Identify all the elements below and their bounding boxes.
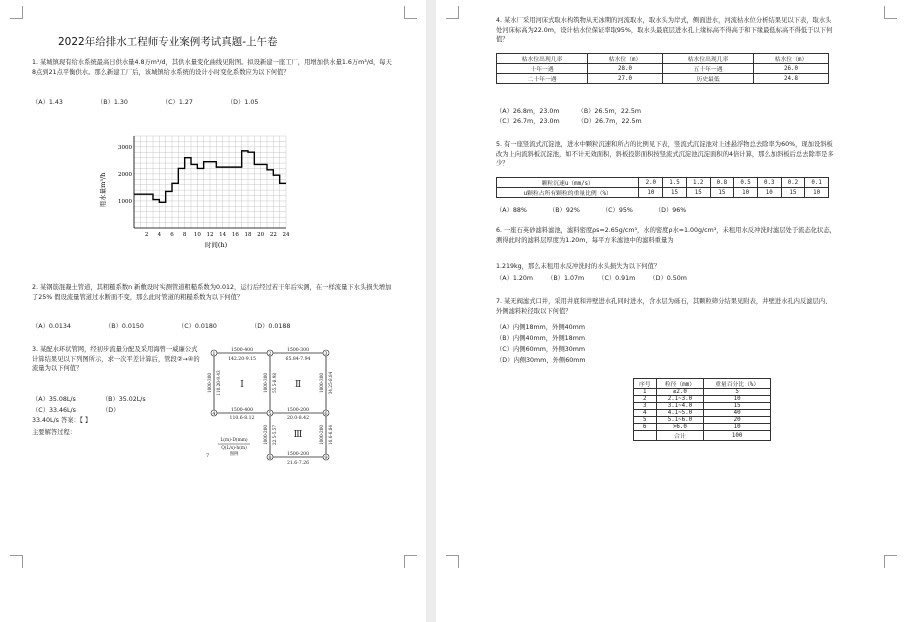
y-tick-label: 2000 xyxy=(118,171,132,178)
table-row xyxy=(497,64,829,74)
corner-mark xyxy=(884,6,897,19)
x-tick-label: 14 xyxy=(219,232,227,238)
table-cell: 0.5 xyxy=(734,178,758,188)
question-1-options xyxy=(32,97,258,106)
question-4-options-row2 xyxy=(496,116,642,125)
table-row xyxy=(634,410,771,417)
pipe-label: 1000-300 xyxy=(319,372,324,394)
table-cell: 24.8 xyxy=(754,74,829,84)
table-cell: 10 xyxy=(704,396,771,403)
table-cell: 五十年一遇 xyxy=(662,64,753,74)
question-7-text: 7. 某无阀滤式口井，采用井底和井壁进水孔同时进水，含水层为砾石，其颗粒筛分结果见附表，井壁进水孔内反滤层内、外侧滤料粒径取以下何值？ xyxy=(496,298,832,315)
question-3-text: 3. 某配水环状管网，经初步流量分配及采用海曾一威廉公式计算结果见以下列图所示，求一次平差计算后，管段②→④的流量为以下何值？ xyxy=(32,346,200,372)
pipe-label: 1500-400 xyxy=(230,408,254,413)
water-usage-chart xyxy=(96,130,296,250)
table-cell: 15 xyxy=(710,188,734,198)
chart-ticks xyxy=(118,145,290,238)
question-2-options xyxy=(32,321,290,330)
q4-table xyxy=(496,53,829,84)
x-tick-label: 12 xyxy=(206,232,214,238)
pipe-label: 1000-300 xyxy=(263,372,268,394)
table-row xyxy=(634,417,771,424)
q5-table xyxy=(496,177,829,198)
table-cell: 10 xyxy=(757,188,781,198)
table-cell: 6 xyxy=(634,424,657,431)
question-6-text: 6. 一座石英砂滤料滤池，滤料密度ρs=2.65g/cm³，水的密度ρ水=1.00g/cm³，未租用水反冲洗时滤层处于流态化状态，测得此时的滤料层厚度为1.20m，每平方米滤池中的滤料重量为 xyxy=(496,227,836,244)
option-b: （B）26.5m，22.5m xyxy=(577,108,642,115)
question-5-text: 5. 有一座竖流式沉淀池，进水中颗粒沉速和所占的比例见下表，竖流式沉淀池对上述悬浮物总去除率为60%，现加设斜板改为上向流斜板沉淀池，如不计无效面积，斜板投影面积按竖流式沉淀池沉淀面积的4倍计算，那么加斜板后总去除率是多少？ xyxy=(496,141,834,167)
x-axis-label: 时间(h) xyxy=(204,241,228,249)
loop-label: Ⅱ xyxy=(294,380,302,390)
corner-mark xyxy=(404,555,417,568)
pipe-network-diagram xyxy=(204,345,354,470)
x-tick-label: 2 xyxy=(144,232,149,238)
table-cell: 15 xyxy=(781,188,805,198)
pipe-label: 1500-300 xyxy=(286,348,310,353)
right-page xyxy=(436,0,905,622)
question-4-options-row1 xyxy=(496,106,641,115)
table-cell: 4 xyxy=(634,410,657,417)
pipe-label: 55.5-8.98 xyxy=(272,372,277,394)
option-d: （D）96% xyxy=(654,207,687,214)
table-header: 枯水位（m） xyxy=(588,54,663,64)
table-header: 粒径（mm） xyxy=(656,379,704,389)
option-a: （A）内侧18mm，外侧40mm xyxy=(496,324,585,331)
loop-label: Ⅰ xyxy=(240,380,244,390)
pipe-label: 110.20-9.43 xyxy=(216,370,221,396)
option-c: （C）26.7m，23.0m xyxy=(496,118,560,125)
option-c: （C）33.46L/s xyxy=(32,407,76,414)
node-label: 3 xyxy=(324,350,328,357)
answer-line: 33.40L/s 答案：【 】 xyxy=(32,417,92,424)
page-title: 2022年给排水工程师专业案例考试真题-上午卷 xyxy=(58,36,278,48)
x-tick-label: 8 xyxy=(182,232,187,238)
pipe-label: 1000-200 xyxy=(263,424,268,446)
x-tick-label: 24 xyxy=(282,232,290,238)
pipe-label: 1000-200 xyxy=(319,424,324,446)
table-header-row xyxy=(634,379,771,389)
option-a: （A）1.43 xyxy=(32,99,63,106)
x-tick-label: 4 xyxy=(157,232,162,238)
corner-mark xyxy=(10,555,23,568)
table-cell: 0.2 xyxy=(781,178,805,188)
pipe-label: 16.6-6.84 xyxy=(328,424,333,446)
table-cell: ≤2.0 xyxy=(656,389,704,396)
option-c: （C）内侧60mm，外侧30mm xyxy=(496,346,586,353)
question-6-text-cont: 1.219kg，那么未租用水反冲洗时的水头损失为以下何值？ xyxy=(496,263,661,270)
pipe-label: 21.6-7.26 xyxy=(286,461,310,466)
legend-text: Q(L/s)-h(m) xyxy=(221,446,247,451)
question-6-options xyxy=(496,273,687,282)
table-cell: 5 xyxy=(634,417,657,424)
table-cell: 10 xyxy=(805,188,829,198)
table-cell: 3.1~4.0 xyxy=(656,403,704,410)
question-3-options-row2 xyxy=(32,405,119,414)
corner-mark xyxy=(404,6,417,19)
pipe-label: 34.25-8.84 xyxy=(328,371,333,395)
option-d: （D） xyxy=(101,407,120,414)
pipe-label: 22.5-5.57 xyxy=(272,424,277,446)
pipe-label: 1500-200 xyxy=(286,408,310,413)
table-cell: 合计 xyxy=(656,431,704,441)
table-header: 枯水位出现几率 xyxy=(662,54,753,64)
table-row xyxy=(634,396,771,403)
pipe-label: 1500-400 xyxy=(230,348,254,353)
option-b: （B）1.07m xyxy=(547,275,585,282)
table-row xyxy=(634,389,771,396)
option-b: （B）35.02L/s xyxy=(101,396,146,403)
question-5-options xyxy=(496,205,686,214)
table-row xyxy=(497,188,829,198)
table-cell: 1.5 xyxy=(663,178,687,188)
pipe-label: 110.6-8.12 xyxy=(229,416,255,421)
table-header: 重量百分比（%） xyxy=(704,379,771,389)
y-tick-label: 1000 xyxy=(118,198,132,205)
node-label: 8 xyxy=(268,454,272,461)
table-cell: 0.3 xyxy=(757,178,781,188)
x-tick-label: 20 xyxy=(257,232,265,238)
y-axis-label: 用水量m³/h xyxy=(99,172,107,208)
table-cell: 10 xyxy=(704,424,771,431)
chart-grid xyxy=(134,136,286,228)
option-a: （A）35.08L/s xyxy=(32,396,76,403)
table-cell: 5 xyxy=(704,389,771,396)
analysis-label: 主要解答过程： xyxy=(32,429,77,436)
question-1-text: 1. 某城镇现有给水系统最高日供水量4.8万m³/d，其供水量变化曲线见附图。拟设新建一座工厂，用增加供水量1.6万m³/d，每天8点到21点平衡供水。那么新建工厂后，该城镇给水系统的设计小时变化系数应为以下何值？ xyxy=(32,59,392,76)
table-cell: 15 xyxy=(704,403,771,410)
table-cell: >6.0 xyxy=(656,424,704,431)
table-cell: 26.0 xyxy=(754,64,829,74)
table-header-row xyxy=(497,54,829,64)
table-cell: 15 xyxy=(663,188,687,198)
option-b: （B）1.30 xyxy=(96,99,128,106)
option-d: （D）1.05 xyxy=(226,99,259,106)
option-b: （B）0.0150 xyxy=(104,323,144,330)
node-label: 4 xyxy=(212,410,216,417)
option-c: （C）0.0180 xyxy=(177,323,217,330)
table-cell: 0.8 xyxy=(710,178,734,188)
option-c: （C）1.27 xyxy=(161,99,193,106)
table-cell: 1 xyxy=(634,389,657,396)
corner-mark xyxy=(10,6,23,19)
table-header: 枯水位（m） xyxy=(754,54,829,64)
q7-table xyxy=(633,378,771,441)
table-cell: u颗粒占所有颗粒的重量比例（%） xyxy=(497,188,639,198)
table-cell: 27.0 xyxy=(588,74,663,84)
pipe-label: 1000-300 xyxy=(207,372,212,394)
option-a: （A）1.20m xyxy=(496,275,534,282)
legend-text: 图例 xyxy=(229,452,239,457)
legend-text: L(m)-D(mm) xyxy=(220,438,248,443)
table-header: 序号 xyxy=(634,379,657,389)
pipe-label: 65.84-7.94 xyxy=(285,357,311,362)
node-label: 1 xyxy=(212,350,216,357)
table-header: 枯水位出现几率 xyxy=(497,54,588,64)
node-label: 6 xyxy=(324,410,328,417)
table-cell: 28.0 xyxy=(588,64,663,74)
option-d: （D）0.0188 xyxy=(250,323,291,330)
node-label: 7 xyxy=(206,453,210,459)
table-cell: 40 xyxy=(704,410,771,417)
x-tick-label: 10 xyxy=(193,232,201,238)
table-cell: 15 xyxy=(686,188,710,198)
left-page xyxy=(0,0,426,622)
table-cell xyxy=(634,431,657,441)
table-cell: 1.2 xyxy=(686,178,710,188)
option-a: （A）26.8m，23.0m xyxy=(496,108,560,115)
table-row xyxy=(497,74,829,84)
option-b: （B）内侧40mm，外侧18mm xyxy=(496,335,585,342)
table-row xyxy=(634,403,771,410)
table-row xyxy=(634,431,771,441)
node-label: 2 xyxy=(268,350,272,357)
table-cell: 10 xyxy=(734,188,758,198)
x-tick-label: 16 xyxy=(231,232,239,238)
table-cell: 颗粒沉速u（mm/s） xyxy=(497,178,639,188)
table-cell: 2.1~3.0 xyxy=(656,396,704,403)
corner-mark xyxy=(446,6,459,19)
pipe-label: 1500-200 xyxy=(286,452,310,457)
node-label: 9 xyxy=(324,454,328,461)
table-cell: 3 xyxy=(634,403,657,410)
table-cell: 0.1 xyxy=(805,178,829,188)
option-a: （A）0.0134 xyxy=(32,323,71,330)
table-row xyxy=(497,178,829,188)
option-d: （D）26.7m，22.5m xyxy=(577,118,642,125)
y-tick-label: 3000 xyxy=(118,144,132,151)
corner-mark xyxy=(884,555,897,568)
option-c: （C）0.91m xyxy=(598,275,636,282)
table-cell: 历史最低 xyxy=(662,74,753,84)
x-tick-label: 22 xyxy=(269,232,277,238)
pipe-label: 142.20-9.15 xyxy=(228,357,256,362)
table-cell: 二十年一遇 xyxy=(497,74,588,84)
question-4-text: 4. 某水厂采用河床式取水构筑物从无冰期的河流取水，取水头为岸式，侧面进水，河流枯水位分析结果见以下表，取水头处河床标高为22.0m，设计枯水位保证率取95%，取水头最底层进水孔上缘标高不得高于和下缘最低标高不得低于以下何值？ xyxy=(496,17,833,43)
table-cell: 4.1~5.0 xyxy=(656,410,704,417)
x-tick-label: 6 xyxy=(170,232,174,238)
option-c: （C）95% xyxy=(601,207,633,214)
pipe-label: 20.0-8.42 xyxy=(286,416,310,421)
table-cell: 十年一遇 xyxy=(497,64,588,74)
option-d: （D）0.50m xyxy=(649,275,687,282)
loop-label: Ⅲ xyxy=(293,430,303,440)
node-label: 5 xyxy=(268,410,272,417)
table-cell: 2 xyxy=(634,396,657,403)
corner-mark xyxy=(446,555,459,568)
table-cell: 5.1~6.0 xyxy=(656,417,704,424)
table-cell: 2.0 xyxy=(639,178,663,188)
question-3-options-row1 xyxy=(32,394,146,403)
option-b: （B）92% xyxy=(548,207,580,214)
table-cell: 100 xyxy=(704,431,771,441)
option-a: （A）88% xyxy=(496,207,527,214)
x-tick-label: 18 xyxy=(244,232,252,238)
table-cell: 10 xyxy=(639,188,663,198)
option-d: （D）内侧30mm，外侧60mm xyxy=(496,357,586,364)
question-2-text: 2. 某钢筋混凝土管道，其粗糙系数n 新敷设时实测管道粗糙系数为0.012，运行后经过若干年后实测，在一样流量下水头损失增加了25% 假设流量管道过水断面不变，那么此时管道的粗糙系数为以下何值？ xyxy=(32,284,392,301)
table-row xyxy=(634,424,771,431)
table-cell: 20 xyxy=(704,417,771,424)
